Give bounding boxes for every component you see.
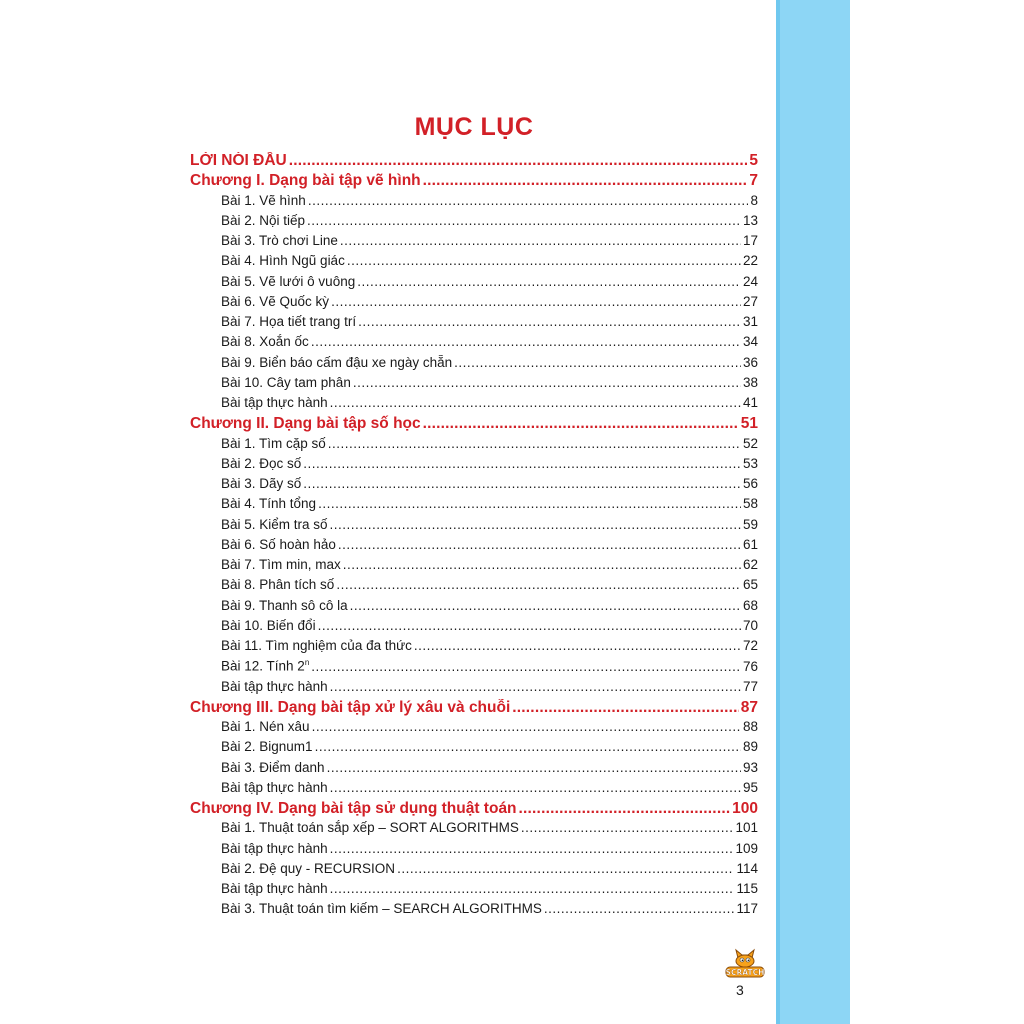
dot-leader xyxy=(315,739,741,754)
toc-entry-text: Chương IV. Dạng bài tập sử dụng thuật toán xyxy=(190,800,517,817)
toc-page-number: 117 xyxy=(736,901,758,917)
toc-lesson-row xyxy=(190,436,758,456)
toc-entry-label xyxy=(221,739,313,754)
toc-entry-label xyxy=(221,618,316,633)
toc-entry-label xyxy=(221,901,542,916)
dot-leader xyxy=(343,557,741,572)
toc-lesson-row xyxy=(190,294,758,314)
toc-entry-label xyxy=(221,193,306,208)
table-of-contents xyxy=(190,152,758,922)
toc-entry-text: Bài 10. Cây tam phân xyxy=(221,374,351,390)
toc-page-number: 41 xyxy=(742,395,758,410)
toc-page-number: 5 xyxy=(749,152,758,169)
toc-entry-text: Bài 6. Vẽ Quốc kỳ xyxy=(221,293,330,309)
toc-page-number: 93 xyxy=(742,759,758,775)
toc-page-number: 72 xyxy=(742,638,758,653)
toc-page-number: 56 xyxy=(742,476,758,491)
dot-leader xyxy=(350,598,741,613)
toc-entry-label xyxy=(221,213,305,228)
page-number: 3 xyxy=(736,982,744,998)
toc-entry-label xyxy=(190,699,510,717)
toc-lesson-row xyxy=(190,881,758,901)
toc-lesson-row xyxy=(190,618,758,638)
toc-entry-label xyxy=(221,861,395,876)
dot-leader xyxy=(331,294,741,309)
dot-leader xyxy=(330,780,741,795)
toc-lesson-row xyxy=(190,719,758,739)
toc-lesson-row xyxy=(190,517,758,537)
toc-entry-text: Bài 12. Tính 2 xyxy=(221,658,305,674)
toc-page-number: 62 xyxy=(742,557,758,572)
dot-leader xyxy=(330,881,735,896)
dot-leader xyxy=(330,679,741,694)
toc-entry-text: LỜI NÓI ĐẦU xyxy=(190,152,287,169)
toc-entry-label xyxy=(221,719,310,734)
toc-chapter-row xyxy=(190,172,758,192)
toc-lesson-row xyxy=(190,679,758,699)
toc-entry-text: Bài 3. Điểm danh xyxy=(221,759,325,775)
toc-page-number: 27 xyxy=(742,293,758,309)
toc-lesson-row xyxy=(190,355,758,375)
dot-leader xyxy=(423,415,739,433)
dot-leader xyxy=(336,577,741,592)
toc-lesson-row xyxy=(190,638,758,658)
toc-entry-text: Bài tập thực hành xyxy=(221,840,328,856)
toc-entry-text: Bài 3. Trò chơi Line xyxy=(221,233,338,248)
toc-page-number: 100 xyxy=(732,800,758,817)
toc-entry-label xyxy=(221,355,452,370)
toc-lesson-row xyxy=(190,739,758,759)
toc-entry-text: Bài 10. Biến đổi xyxy=(221,617,316,633)
dot-leader xyxy=(308,193,749,208)
toc-page-number: 53 xyxy=(742,455,758,471)
toc-lesson-row xyxy=(190,334,758,354)
dot-leader xyxy=(289,152,748,170)
toc-lesson-row xyxy=(190,253,758,273)
toc-entry-label xyxy=(221,841,328,856)
scratch-logo-icon xyxy=(724,948,766,980)
toc-entry-text: Bài 7. Tìm min, max xyxy=(221,557,341,572)
toc-lesson-row xyxy=(190,557,758,577)
toc-entry-text: Bài 2. Đọc số xyxy=(221,455,302,471)
dot-leader xyxy=(423,172,748,190)
dot-leader xyxy=(414,638,741,653)
toc-entry-text: Chương III. Dạng bài tập xử lý xâu và chuỗi xyxy=(190,698,511,716)
toc-entry-label xyxy=(221,658,309,674)
toc-page-number: 114 xyxy=(736,860,758,876)
toc-entry-label xyxy=(190,415,421,433)
toc-page-number: 70 xyxy=(742,617,758,633)
dot-leader xyxy=(519,800,731,818)
toc-entry-text: Bài 11. Tìm nghiệm của đa thức xyxy=(221,638,412,653)
toc-entry-label xyxy=(221,881,328,896)
toc-entry-text: Bài 2. Đệ quy - RECURSION xyxy=(221,860,396,876)
dot-leader xyxy=(328,436,741,451)
dot-leader xyxy=(454,355,741,370)
toc-page-number: 24 xyxy=(742,273,758,289)
dot-leader xyxy=(340,233,741,248)
toc-chapter-row xyxy=(190,415,758,435)
toc-lesson-row xyxy=(190,233,758,253)
toc-entry-text: Bài 5. Kiểm tra số xyxy=(221,516,328,532)
side-color-band xyxy=(776,0,850,1024)
toc-lesson-row xyxy=(190,598,758,618)
toc-lesson-row xyxy=(190,213,758,233)
toc-lesson-row xyxy=(190,537,758,557)
toc-lesson-row xyxy=(190,820,758,840)
toc-lesson-row xyxy=(190,841,758,861)
dot-leader xyxy=(312,719,741,734)
toc-entry-label xyxy=(221,598,348,613)
toc-entry-text: Bài 8. Xoắn ốc xyxy=(221,334,309,350)
dot-leader xyxy=(303,476,741,491)
toc-entry-label xyxy=(221,334,309,349)
toc-entry-text: Bài 4. Tính tổng xyxy=(221,496,317,512)
toc-page-number: 89 xyxy=(742,739,758,755)
toc-entry-text: Bài 9. Thanh sô cô la xyxy=(221,597,348,613)
toc-lesson-row xyxy=(190,901,758,921)
toc-entry-text: Bài 1. Vẽ hình xyxy=(221,192,306,208)
toc-entry-text: Chương I. Dạng bài tập vẽ hình xyxy=(190,172,421,190)
toc-entry-text: Bài tập thực hành xyxy=(221,881,328,896)
toc-entry-label xyxy=(221,294,329,309)
toc-page-number: 7 xyxy=(749,172,758,190)
toc-page-number: 17 xyxy=(742,233,758,248)
toc-lesson-row xyxy=(190,760,758,780)
toc-entry-label xyxy=(190,172,421,190)
toc-page-number: 59 xyxy=(742,516,758,532)
dot-leader xyxy=(330,841,734,856)
toc-entry-text: Chương II. Dạng bài tập số học xyxy=(190,415,421,433)
toc-entry-text: Bài tập thực hành xyxy=(221,678,328,694)
toc-lesson-row xyxy=(190,375,758,395)
dot-leader xyxy=(307,213,741,228)
toc-entry-label xyxy=(221,557,341,572)
toc-page-number: 51 xyxy=(740,415,758,433)
dot-leader xyxy=(358,314,741,329)
toc-entry-label xyxy=(221,537,336,552)
dot-leader xyxy=(311,659,741,674)
toc-entry-text: Bài 1. Thuật toán sắp xếp – SORT ALGORITHMS xyxy=(221,820,519,836)
toc-entry-label xyxy=(221,476,301,491)
dot-leader xyxy=(330,395,741,410)
toc-lesson-row xyxy=(190,780,758,800)
toc-page-number: 31 xyxy=(742,314,758,329)
toc-entry-label xyxy=(221,456,301,471)
toc-lesson-row xyxy=(190,577,758,597)
toc-lesson-row xyxy=(190,496,758,516)
toc-page-number: 65 xyxy=(742,577,758,593)
toc-entry-label xyxy=(221,274,355,289)
toc-entry-text: Bài 2. Nội tiếp xyxy=(221,212,306,228)
toc-page-number: 38 xyxy=(742,374,758,390)
toc-page-number: 61 xyxy=(742,536,758,552)
toc-page-number: 13 xyxy=(742,212,758,228)
toc-entry-text: Bài 1. Tìm cặp số xyxy=(221,435,326,451)
toc-entry-superscript: n xyxy=(304,658,310,668)
toc-entry-text: Bài 4. Hình Ngũ giác xyxy=(221,253,345,269)
toc-entry-text: Bài 3. Dãy số xyxy=(221,476,302,491)
toc-entry-text: Bài 1. Nén xâu xyxy=(221,719,310,734)
toc-chapter-row xyxy=(190,800,758,820)
toc-entry-text: Bài 9. Biển báo cấm đậu xe ngày chẵn xyxy=(221,354,453,370)
toc-entry-label xyxy=(221,679,328,694)
toc-entry-label xyxy=(221,760,325,775)
toc-lesson-row xyxy=(190,456,758,476)
toc-chapter-row xyxy=(190,152,758,172)
dot-leader xyxy=(318,496,741,511)
toc-entry-text: Bài 3. Thuật toán tìm kiếm – SEARCH ALGORITHMS xyxy=(221,901,542,917)
toc-page-number: 52 xyxy=(742,435,758,451)
toc-page-number: 109 xyxy=(735,840,758,856)
toc-page-number: 58 xyxy=(742,496,758,512)
toc-page-number: 22 xyxy=(742,253,758,269)
dot-leader xyxy=(347,253,741,268)
dot-leader xyxy=(330,517,741,532)
dot-leader xyxy=(512,699,738,717)
toc-entry-label xyxy=(221,638,412,653)
dot-leader xyxy=(397,861,734,876)
toc-entry-label xyxy=(221,233,338,248)
toc-page-number: 8 xyxy=(750,192,758,208)
dot-leader xyxy=(311,334,741,349)
toc-entry-text: Bài tập thực hành xyxy=(221,779,328,795)
toc-entry-text: Bài 8. Phân tích số xyxy=(221,577,335,593)
dot-leader xyxy=(357,274,741,289)
toc-chapter-row xyxy=(190,699,758,719)
toc-lesson-row xyxy=(190,395,758,415)
toc-entry-label xyxy=(221,375,351,390)
toc-page-number: 115 xyxy=(736,881,758,896)
toc-entry-text: Bài 7. Họa tiết trang trí xyxy=(221,314,357,329)
toc-entry-label xyxy=(221,253,345,268)
toc-page-number: 76 xyxy=(742,658,758,674)
toc-entry-label xyxy=(221,496,316,511)
dot-leader xyxy=(303,456,741,471)
toc-entry-label xyxy=(221,436,326,451)
toc-entry-label xyxy=(221,780,328,795)
toc-entry-text: Bài 2. Bignum1 xyxy=(221,739,313,755)
toc-page-number: 68 xyxy=(742,597,758,613)
toc-page-number: 95 xyxy=(742,779,758,795)
toc-entry-text: Bài 5. Vẽ lưới ô vuông xyxy=(221,273,356,289)
toc-lesson-row xyxy=(190,314,758,334)
logo-text: SCRATCH xyxy=(725,968,765,977)
toc-lesson-row xyxy=(190,274,758,294)
toc-page-number: 88 xyxy=(742,719,758,734)
toc-entry-label xyxy=(221,820,519,835)
toc-entry-label xyxy=(190,152,287,170)
toc-entry-label xyxy=(221,577,334,592)
dot-leader xyxy=(521,820,734,835)
toc-page-number: 36 xyxy=(742,354,758,370)
toc-page-number: 101 xyxy=(735,820,758,836)
dot-leader xyxy=(544,901,735,916)
toc-page-number: 34 xyxy=(742,334,758,350)
toc-entry-label xyxy=(190,800,517,818)
toc-entry-text: Bài tập thực hành xyxy=(221,395,328,410)
toc-lesson-row xyxy=(190,658,758,678)
dot-leader xyxy=(318,618,741,633)
toc-lesson-row xyxy=(190,193,758,213)
dot-leader xyxy=(338,537,741,552)
dot-leader xyxy=(353,375,741,390)
page-title: MỤC LỤC xyxy=(414,112,534,141)
toc-entry-label xyxy=(221,517,328,532)
toc-entry-label xyxy=(221,395,328,410)
toc-lesson-row xyxy=(190,476,758,496)
dot-leader xyxy=(327,760,741,775)
toc-entry-text: Bài 6. Số hoàn hảo xyxy=(221,536,336,552)
toc-entry-label xyxy=(221,314,356,329)
toc-page-number: 87 xyxy=(740,698,758,716)
toc-page-number: 77 xyxy=(742,678,758,694)
toc-lesson-row xyxy=(190,861,758,881)
